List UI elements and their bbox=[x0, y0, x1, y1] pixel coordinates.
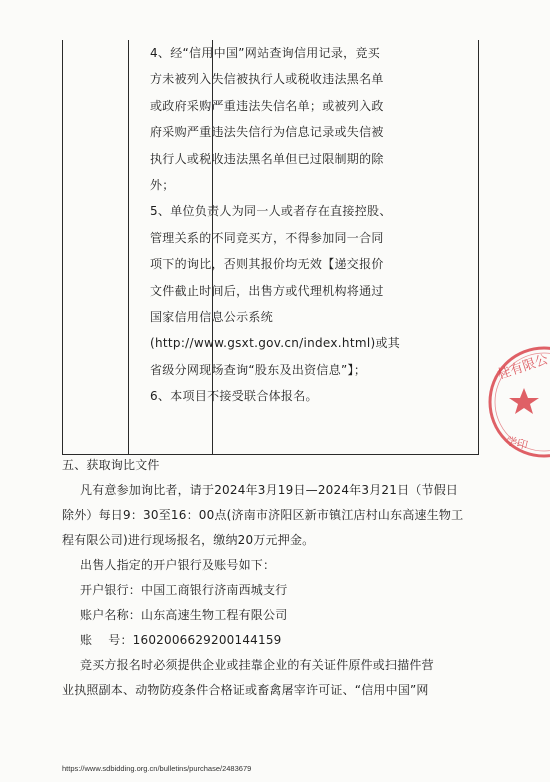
section-body bbox=[62, 453, 482, 703]
table-cell-requirements bbox=[150, 40, 412, 410]
cell-line: 5、单位负责人为同一人或者存在直接控股、 bbox=[150, 204, 392, 219]
table-column-divider bbox=[128, 40, 129, 454]
cell-line: 管理关系的不同竞买方，不得参加同一合同 bbox=[150, 230, 384, 245]
cell-line: 4、经“信用中国”网站查询信用记录，竞买 bbox=[150, 46, 381, 60]
company-seal bbox=[484, 342, 550, 462]
cell-line: 省级分网现场查询“股东及出资信息”】； bbox=[150, 362, 367, 377]
cell-line: 外； bbox=[150, 178, 175, 193]
cell-line: 或政府采购严重违法失信名单；或被列入政 bbox=[150, 98, 384, 113]
bank-intro: 出售人指定的开户银行及账号如下： bbox=[80, 558, 276, 572]
svg-text:桂有限公: 桂有限公 bbox=[496, 352, 550, 383]
footer-url[interactable]: https://www.sdbidding.org.cn/bulletins/purchase/2483679 bbox=[62, 764, 252, 773]
cell-line: 国家信用信息公示系统 bbox=[150, 310, 274, 325]
cell-line: 文件截止时间后，出售方或代理机构将通过 bbox=[150, 283, 384, 298]
cell-line: 项下的询比，否则其报价均无效【递交报价 bbox=[150, 257, 384, 272]
bank-name: 开户银行：中国工商银行济南西城支行 bbox=[80, 583, 288, 597]
seal-star-icon bbox=[509, 388, 539, 414]
cell-line: 府采购严重违法失信行为信息记录或失信被 bbox=[150, 125, 384, 140]
paragraph-line: 竞买方报名时必须提供企业或挂靠企业的有关证件原件或扫描件营 bbox=[80, 658, 434, 672]
cell-line: 方未被列入失信被执行人或税收违法黑名单 bbox=[150, 72, 384, 87]
paragraph-line: 业执照副本、动物防疫条件合格证或畜禽屠宰许可证、“信用中国”网 bbox=[62, 683, 429, 697]
section-heading: 五、获取询比文件 bbox=[62, 458, 160, 472]
account-number: 账 号：1602006629200144159 bbox=[80, 633, 282, 647]
svg-text:学印: 学印 bbox=[504, 434, 530, 453]
cell-line: (http://www.gsxt.gov.cn/index.html)或其 bbox=[150, 336, 401, 351]
cell-line: 执行人或税收违法黑名单但已过限制期的除 bbox=[150, 151, 384, 166]
account-name: 账户名称：山东高速生物工程有限公司 bbox=[80, 608, 288, 622]
paragraph-line: 程有限公司)进行现场报名，缴纳20万元押金。 bbox=[62, 533, 315, 547]
cell-line: 6、本项目不接受联合体报名。 bbox=[150, 389, 318, 404]
paragraph-line: 凡有意参加询比者，请于2024年3月19日—2024年3月21日（节假日 bbox=[80, 483, 459, 497]
paragraph-line: 除外）每日9：30至16：00点(济南市济阳区新市镇江店村山东高速生物工 bbox=[62, 508, 464, 522]
